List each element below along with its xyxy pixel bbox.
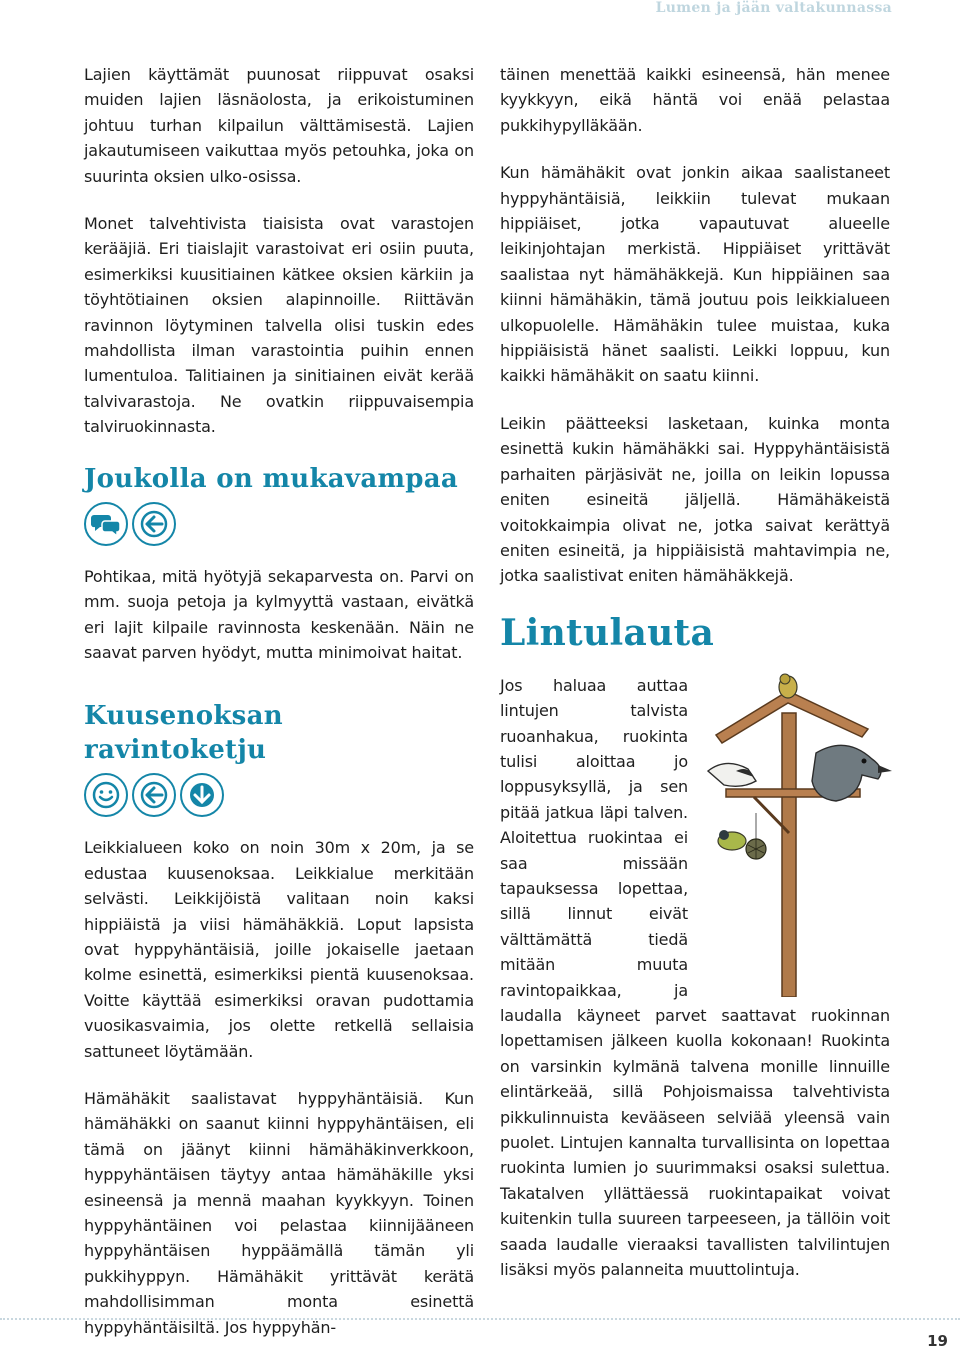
paragraph: Jos haluaa auttaa lintujen talvista ruoanhakua, ruokinta tulisi aloittaa jo loppusyksyllä, ja sen pitää jatkua läpi talven. Aloitettua ruokintaa ei saa missään tapauksessa lopettaa, sillä linnut eivät välttämättä tiedä mitään muuta ravintopaikkaa, ja laudalla käyneet parvet saattavat ruokinnan lopettamisen jälkeen kuolla kokonaan! Ruokinta on varsinkin kylmänä talvena monille linnuille elintärkeää, sillä Pohjoismaissa talvehtivista pikkulinnuista kevääseen selviää yleensä vain puolet. Lintujen kannalta turvallisinta on lopettaa ruokinta lumien jo suurimmaksi osaksi sulettua. Takatalven yllättäessä ruokintapaikat voivat kuitenkin tulla suureen tarpeeseen, ja tällöin voit saada laudalle vieraaksi tavallisten talvilintujen lisäksi myös palanneita muuttolintuja.: [500, 675, 890, 1280]
activity-icons: [84, 502, 474, 546]
running-header: Lumen ja jään valtakunnassa: [655, 0, 892, 16]
paragraph: Lajien käyttämät puunosat riippuvat osaksi muiden lajien läsnäolosta, ja erikoistuminen johtuu turhan kilpailun välttämisestä. Lajien jakautumiseen vaikuttaa myös petouhka, joka on suurinta oksien ulko-osissa.: [84, 65, 474, 186]
arrow-down-icon: [180, 773, 224, 817]
activity-icons: [84, 773, 474, 817]
paragraph: Monet talvehtivista tiaisista ovat varastojen kerääjiä. Eri tiaislajit varastoivat eri osiin puuta, esimerkiksi kuusitiainen kätkee oksien kärkiin ja töyhtötiainen oksien alapinnoille. Riittävän ravinnon löytyminen talvella olisi tuskin edes mahdollista ilman varastointia puihin ennen lumentuloa. Talitiainen ja sinitiainen eivät kerää talvivarastoja. Ne ovatkin riippuvaisempia talviruokinnasta.: [84, 214, 474, 437]
paragraph: täinen menettää kaikki esineensä, hän menee kyykkyyn, eikä häntä voi enää pelastaa pukkihypylläkään.: [500, 65, 890, 135]
lintulauta-section: [500, 673, 890, 1283]
right-column: [500, 62, 890, 1304]
speech-bubbles-icon: [84, 502, 128, 546]
section-heading-kuusenoksan: Kuusenoksan ravintoketju: [84, 701, 283, 766]
smiley-icon: [84, 773, 128, 817]
paragraph: Leikkialueen koko on noin 30m x 20m, ja se edustaa kuusenoksaa. Leikkialue merkitään selvästi. Leikkijöistä valitaan noin kaksi hippiäistä ja viisi hämähäkkiä. Loput lapsista ovat hyppyhäntäisiä, joille jokaiselle jaetaan kolme esinettä, esimerkiksi pientä kuusenoksaa. Voitte käyttää esimerkiksi oravan pudottamia vuosikasvaimia, jos olette retkellä sellaisia sattuneet löytämään.: [84, 838, 474, 1061]
paragraph: Leikin päätteeksi lasketaan, kuinka monta esinettä kukin hämähäkki sai. Hyppyhäntäisistä parhaiten pärjäsivät ne, joilla on leikin lopussa eniten esineitä jäljellä. Hämähäkeistä voitokkaimpia olivat ne, jotka saivat kerättyä eniten esineitä, ja hippiäisistä mahtavimpia ne, jotka saalistivat eniten hämähäkkejä.: [500, 413, 890, 586]
arrow-left-icon: [132, 773, 176, 817]
page-number: 19: [927, 1332, 948, 1350]
arrow-left-icon: [132, 502, 176, 546]
paragraph: Pohtikaa, mitä hyötyjä sekaparvesta on. Parvi on mm. suoja petoja ja kylmyyttä vastaan, eivätkä eri lajit kilpaile ravinnosta keskenään. Näin ne saavat parven hyödyt, mutta minimoivat haitat.: [84, 566, 474, 662]
paragraph: Hämähäkit saalistavat hyppyhäntäisiä. Kun hämähäkki on saanut kiinni hyppyhäntäisen, eli tämä on jäänyt kiinni hämähäkinverkkoon, hyppyhäntäisen täytyy antaa hämähäkille yksi esineensä ja mennä maahan kyykkyyn. Toinen hyppyhäntäinen voi pelastaa kiinnijääneen hyppyhäntäisen hyppäämällä tämän yli pukkihyppyn. Hämähäkit yrittävät kerätä mahdollisimman monta esinettä hyppyhäntäisiltä. Jos hyppyhän-: [84, 1088, 474, 1337]
paragraph: Kun hämähäkit ovat jonkin aikaa saalistaneet hyppyhäntäisiä, leikkiin tulevat mukaan hippiäiset, jotka vapautuvat alueelle leikinjohtajan merkistä. Hippiäiset yrittävät saalistaa nyt hämähäkkejä. Kun hippiäinen saa kiinni hämähäkin, tämä joutuu pois leikkialueen ulkopuolelle. Hämähäkin tulee muistaa, kuka hippiäisistä hänet saalisti. Leikki loppuu, kun kaikki hämähäkit on saatu kiinni.: [500, 163, 890, 386]
left-column: [84, 62, 474, 1362]
footer-divider: [0, 1318, 960, 1320]
section-heading-joukolla: Joukolla on mukavampaa: [84, 463, 459, 494]
section-heading-lintulauta: Lintulauta: [500, 611, 715, 654]
bird-feeder-illustration: [696, 673, 892, 997]
